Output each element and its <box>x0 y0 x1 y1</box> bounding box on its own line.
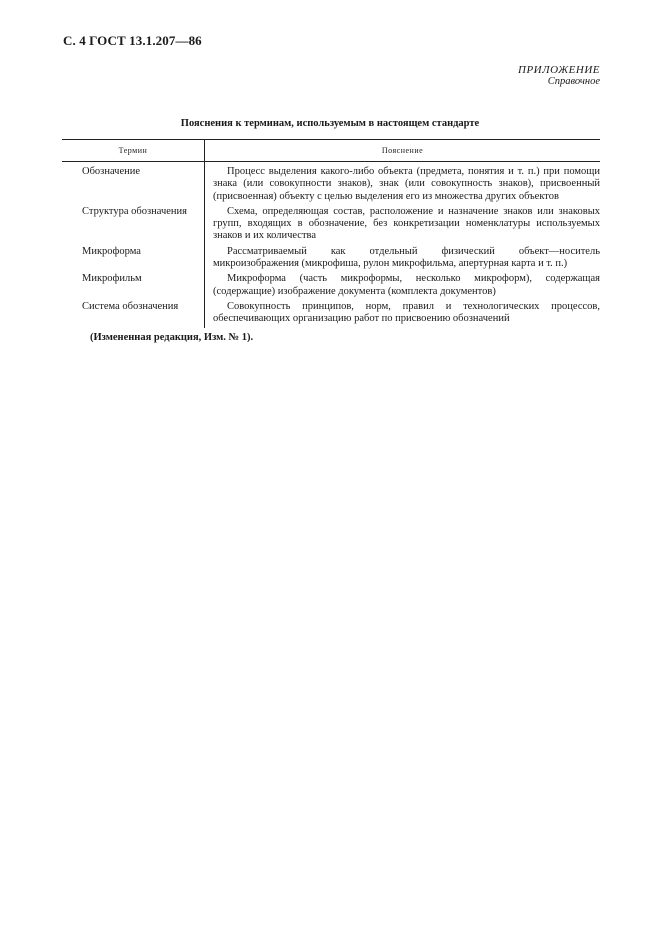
term-cell: Система обозначения <box>62 301 205 328</box>
appendix-title: ПРИЛОЖЕНИЕ <box>518 64 600 76</box>
table-row <box>62 273 600 301</box>
term-cell: Микроформа <box>62 246 205 274</box>
term-cell: Микрофильм <box>62 273 205 301</box>
amendment-note: (Измененная редакция, Изм. № 1). <box>90 332 254 343</box>
term-cell: Структура обозначения <box>62 206 205 246</box>
explanation-cell: Рассматриваемый как отдельный физический объект—носитель микроизображения (микрофиша, рулон микрофильма, апертурная карта и т. п.) <box>213 245 600 270</box>
appendix-subtitle: Справочное <box>547 76 600 87</box>
table-header-row <box>62 140 600 162</box>
column-header-explanation: Пояснение <box>205 140 601 162</box>
table-row <box>62 246 600 274</box>
explanation-cell: Схема, определяющая состав, расположение и назначение знаков или знаковых групп, входящих в обозначение, без конкретизации номенклатуры используемых знаков и их количества <box>213 205 600 242</box>
table-row <box>62 301 600 328</box>
page-header: С. 4 ГОСТ 13.1.207—86 <box>63 33 202 48</box>
explanation-cell: Совокупность принципов, норм, правил и технологических процессов, обеспечивающих организацию работ по присвоению обозначений <box>213 300 600 325</box>
column-header-term: Термин <box>62 140 205 162</box>
explanation-cell: Процесс выделения какого-либо объекта (предмета, понятия и т. п.) при помощи знака (или совокупности знаков), знак (или совокупность знаков), присвоенный (присвоенная) объекту с целью выделения его из множества других объектов <box>213 166 600 202</box>
table-title: Пояснения к терминам, используемым в настоящем стандарте <box>180 118 480 129</box>
table-row <box>62 162 600 206</box>
table-row <box>62 206 600 246</box>
appendix-label <box>518 64 600 87</box>
term-cell: Обозначение <box>62 162 205 206</box>
terms-table <box>62 139 600 328</box>
explanation-cell: Микроформа (часть микроформы, несколько микроформ), содержащая (содержащие) изображение документа (комплекта документов) <box>213 273 600 297</box>
